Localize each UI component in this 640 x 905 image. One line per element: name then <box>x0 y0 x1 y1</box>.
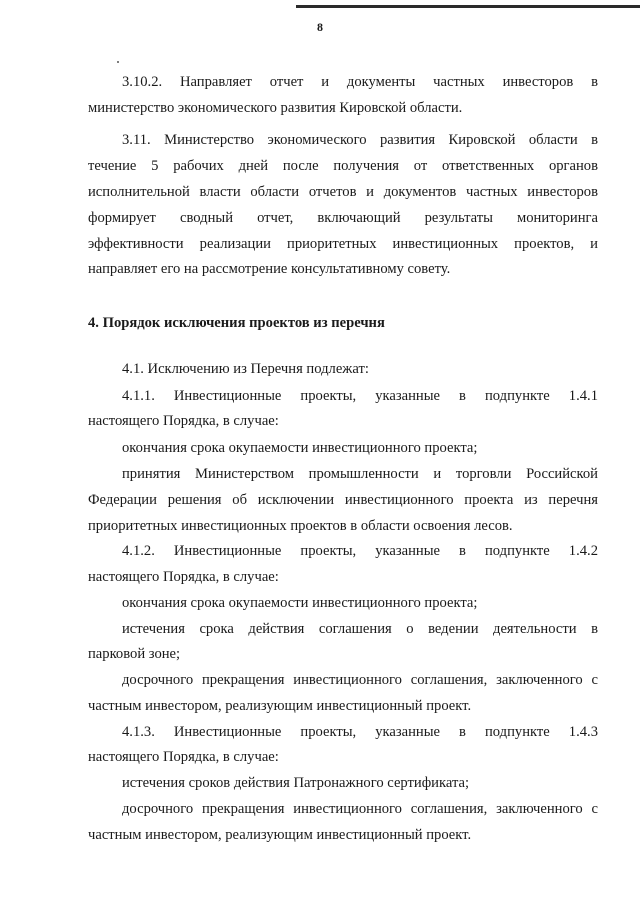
text-line: исполнительной власти области отчетов и документов частных инвесторов <box>88 184 598 200</box>
scan-speck <box>117 61 119 63</box>
section-heading: 4. Порядок исключения проектов из перечня <box>88 315 385 331</box>
text-line: Федерации решения об исключении инвестиционного проекта из перечня <box>88 492 598 508</box>
text-line-4-1: 4.1. Исключению из Перечня подлежат: <box>122 361 369 377</box>
text-line-3-10-2-start: 3.10.2. Направляет отчет и документы частных инвесторов в <box>122 74 598 90</box>
text-line: настоящего Порядка, в случае: <box>88 749 279 765</box>
text-line: настоящего Порядка, в случае: <box>88 569 279 585</box>
text-line: досрочного прекращения инвестиционного соглашения, заключенного с <box>122 801 598 817</box>
text-line-3-11-start: 3.11. Министерство экономического развития Кировской области в <box>122 132 598 148</box>
text-line-4-1-2-end: частным инвестором, реализующим инвестиционный проект. <box>88 698 472 714</box>
text-line: истечения срока действия соглашения о ведении деятельности в <box>122 621 598 637</box>
text-line-4-1-1-start: 4.1.1. Инвестиционные проекты, указанные в подпункте 1.4.1 <box>122 388 598 404</box>
text-line: эффективности реализации приоритетных инвестиционных проектов, и <box>88 236 598 252</box>
text-line-4-1-3-end: частным инвестором, реализующим инвестиционный проект. <box>88 827 472 843</box>
page-number: 8 <box>317 20 323 34</box>
text-line: течение 5 рабочих дней после получения от ответственных органов <box>88 158 598 174</box>
text-line-4-1-3-start: 4.1.3. Инвестиционные проекты, указанные в подпункте 1.4.3 <box>122 724 598 740</box>
text-line: парковой зоне; <box>88 646 181 662</box>
text-line: окончания срока окупаемости инвестиционного проекта; <box>122 440 478 456</box>
text-line-4-1-1-end: приоритетных инвестиционных проектов в области освоения лесов. <box>88 518 513 534</box>
text-line: досрочного прекращения инвестиционного соглашения, заключенного с <box>122 672 598 688</box>
text-line-3-10-2-end: министерство экономического развития Кировской области. <box>88 100 463 116</box>
text-line: истечения сроков действия Патронажного сертификата; <box>122 775 470 791</box>
text-line-3-11-end: направляет его на рассмотрение консультативному совету. <box>88 261 451 277</box>
text-line: настоящего Порядка, в случае: <box>88 413 279 429</box>
text-line: формирует сводный отчет, включающий результаты мониторинга <box>88 210 598 226</box>
top-border-rule <box>296 5 640 8</box>
text-line: принятия Министерством промышленности и торговли Российской <box>122 466 598 482</box>
text-line-4-1-2-start: 4.1.2. Инвестиционные проекты, указанные в подпункте 1.4.2 <box>122 543 598 559</box>
text-line: окончания срока окупаемости инвестиционного проекта; <box>122 595 478 611</box>
